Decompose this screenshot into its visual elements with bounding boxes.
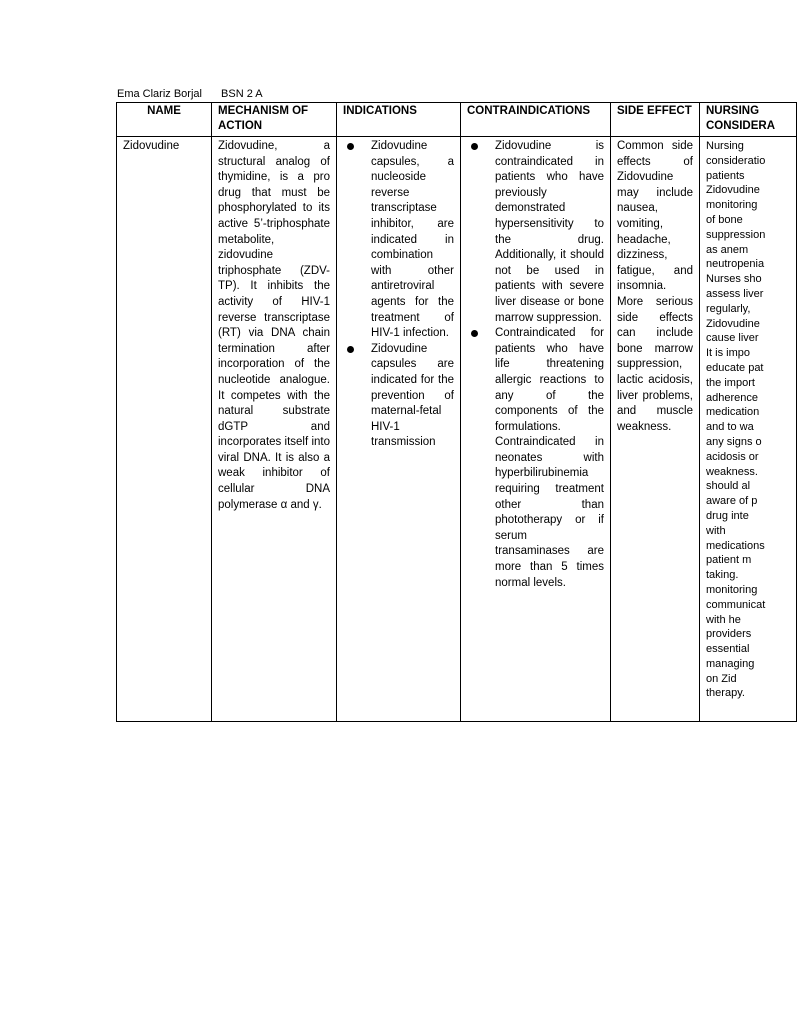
nursing-line: assess liver bbox=[706, 287, 764, 300]
nursing-line: It is impo bbox=[706, 347, 751, 360]
contraindication-text: Zidovudine is contraindicated in patients who have previously demonstrated hypersensitivity to the drug. Additionally, it should not be used in patients with severe liver disease or bone marrow suppression. bbox=[495, 140, 604, 324]
header-name: NAME bbox=[117, 103, 212, 137]
nursing-line: adherence bbox=[706, 391, 758, 404]
nursing-line: neutropenia bbox=[706, 258, 765, 271]
list-item bbox=[467, 139, 604, 326]
nursing-line: educate pat bbox=[706, 361, 764, 374]
nursing-line: managing bbox=[706, 657, 755, 670]
bullet-icon bbox=[347, 143, 354, 150]
nursing-line: monitoring bbox=[706, 583, 758, 596]
nursing-line: Zidovudine bbox=[706, 317, 760, 330]
nursing-line: Zidovudine bbox=[706, 184, 760, 197]
nursing-line: regularly, bbox=[706, 302, 751, 315]
cell-side-effect: Common side effects of Zidovudine may include nausea, vomiting, headache, dizziness, fatigue, and insomnia. More serious side effects can include bone marrow suppression, lactic acidosis, liver problems, and muscle weakness. bbox=[611, 137, 700, 722]
nursing-line: therapy. bbox=[706, 687, 745, 700]
nursing-line: patient m bbox=[706, 554, 752, 567]
contraindication-text: Contraindicated for patients who have life threatening allergic reactions to any of the components of the formulations. Contraindicated in neonates with hyperbilirubinemia requiring treatment other than phototherapy or if serum transaminases are more than 5 times normal levels. bbox=[495, 327, 604, 589]
document-header bbox=[117, 87, 263, 101]
nursing-line: of bone bbox=[706, 213, 743, 226]
nursing-line: aware of p bbox=[706, 495, 758, 508]
nursing-line: monitoring bbox=[706, 199, 758, 212]
cell-indications bbox=[337, 137, 461, 722]
bullet-icon bbox=[471, 143, 478, 150]
bullet-icon bbox=[471, 330, 478, 337]
list-item bbox=[343, 342, 454, 451]
nursing-line: on Zid bbox=[706, 672, 737, 685]
class-section: BSN 2 A bbox=[221, 88, 263, 100]
contraindications-list bbox=[467, 139, 604, 591]
header-mechanism: MECHANISM OF ACTION bbox=[212, 103, 337, 137]
nursing-line: weakness. bbox=[706, 465, 758, 478]
nursing-line: providers bbox=[706, 628, 752, 641]
nursing-line: the import bbox=[706, 376, 755, 389]
list-item bbox=[467, 326, 604, 591]
nursing-line: medications bbox=[706, 539, 765, 552]
nursing-line: acidosis or bbox=[706, 450, 759, 463]
cell-drug-name: Zidovudine bbox=[117, 137, 212, 722]
indication-text: Zidovudine capsules, a nucleoside reverse transcriptase inhibitor, are indicated in combination with other antiretroviral agents for the treatment of HIV-1 infection. bbox=[371, 140, 454, 340]
nursing-line: suppression bbox=[706, 228, 766, 241]
table-row bbox=[117, 137, 797, 722]
nursing-line: taking. bbox=[706, 569, 739, 582]
header-side-effect: SIDE EFFECT bbox=[611, 103, 700, 137]
nursing-line: as anem bbox=[706, 243, 749, 256]
nursing-line: with bbox=[706, 524, 726, 537]
indications-list bbox=[343, 139, 454, 451]
header-indications: INDICATIONS bbox=[337, 103, 461, 137]
cell-mechanism: Zidovudine, a structural analog of thymidine, is a pro drug that must be phosphorylated to its active 5’-triphosphate metabolite, zidovudine triphosphate (ZDV-TP). It inhibits the activity of HIV-1 reverse transcriptase (RT) via DNA chain termination after incorporation of the nucleotide analogue. It competes with the natural substrate dGTP and incorporates itself into viral DNA. It is also a weak inhibitor of cellular DNA polymerase α and γ. bbox=[212, 137, 337, 722]
drug-study-table bbox=[116, 102, 797, 722]
nursing-line: consideratio bbox=[706, 154, 766, 167]
header-contraindications: CONTRAINDICATIONS bbox=[461, 103, 611, 137]
nursing-line: Nursing bbox=[706, 140, 744, 152]
nursing-line: medication bbox=[706, 406, 760, 419]
list-item bbox=[343, 139, 454, 342]
nursing-line: essential bbox=[706, 643, 750, 656]
bullet-icon bbox=[347, 346, 354, 353]
cell-contraindications bbox=[461, 137, 611, 722]
cell-nursing bbox=[700, 137, 797, 722]
nursing-line: communicat bbox=[706, 598, 766, 611]
author-name: Ema Clariz Borjal bbox=[117, 88, 202, 100]
nursing-line: with he bbox=[706, 613, 741, 626]
nursing-line: drug inte bbox=[706, 509, 749, 522]
nursing-line: should al bbox=[706, 480, 751, 493]
nursing-considerations-text bbox=[706, 139, 790, 701]
header-nursing: NURSING CONSIDERA bbox=[700, 103, 797, 137]
nursing-line: cause liver bbox=[706, 332, 759, 345]
nursing-line: any signs o bbox=[706, 435, 762, 448]
table-header-row bbox=[117, 103, 797, 137]
nursing-line: patients bbox=[706, 169, 745, 182]
indication-text: Zidovudine capsules are indicated for the prevention of maternal-fetal HIV-1 transmission bbox=[371, 342, 454, 449]
nursing-line: Nurses sho bbox=[706, 273, 762, 286]
nursing-line: and to wa bbox=[706, 421, 754, 434]
